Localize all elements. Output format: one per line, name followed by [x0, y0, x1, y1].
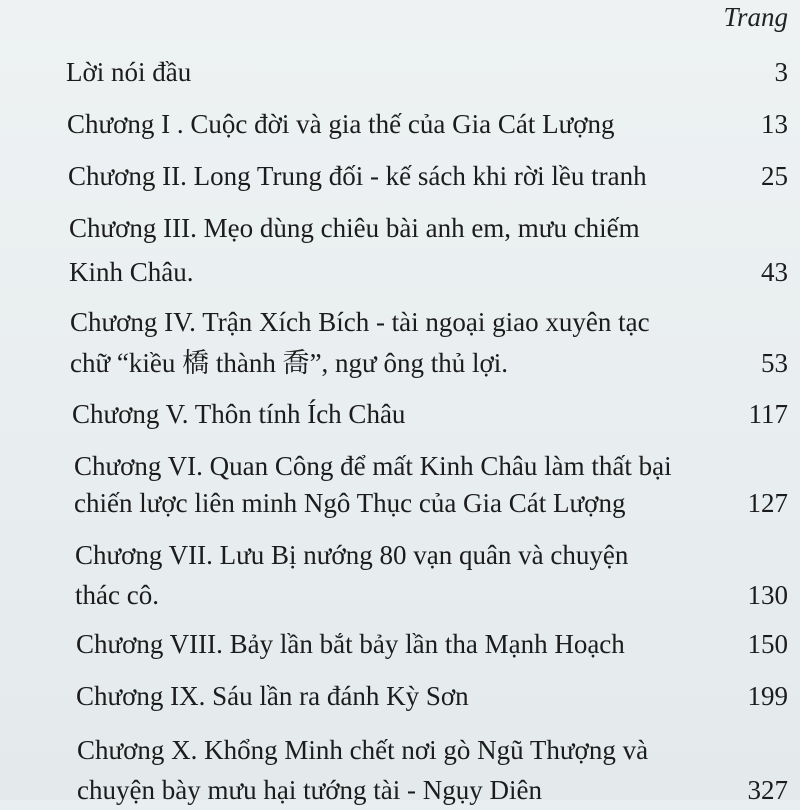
toc-entry-title-continued: chuyện bày mưu hại tướng tài - Ngụy Diên [77, 775, 542, 805]
page-column-header: Trang [723, 2, 788, 32]
toc-entry-page: 150 [747, 629, 788, 659]
toc-entry-title: Chương X. Khổng Minh chết nơi gò Ngũ Thượng và [77, 735, 649, 765]
toc-entry-page: 127 [747, 488, 788, 518]
toc-entry-page: 3 [774, 57, 788, 87]
toc-entry-page: 327 [747, 775, 788, 805]
toc-entry-page: 13 [761, 109, 788, 139]
toc-entry-title: Lời nói đầu [66, 57, 192, 87]
toc-entry-title: Chương V. Thôn tính Ích Châu [72, 399, 406, 429]
toc-entry-page: 25 [761, 161, 788, 191]
toc-entry-title-continued: thác cô. [75, 580, 159, 610]
toc-entry-page: 43 [761, 257, 788, 287]
toc-entry-page: 130 [747, 580, 788, 610]
toc-entry-title: Chương VIII. Bảy lần bắt bảy lần tha Mạnh Hoạch [76, 629, 625, 659]
toc-entry-page: 53 [761, 348, 788, 378]
toc-entry-title-continued: chiến lược liên minh Ngô Thục của Gia Cát Lượng [74, 488, 626, 518]
toc-entry-title-continued: chữ “kiều 橋 thành 喬”, ngư ông thủ lợi. [70, 348, 508, 378]
toc-entry-title: Chương IX. Sáu lần ra đánh Kỳ Sơn [76, 681, 469, 711]
toc-entry-title: Chương I . Cuộc đời và gia thế của Gia Cát Lượng [67, 109, 615, 139]
toc-entry-page: 117 [748, 399, 788, 429]
toc-entry-title: Chương IV. Trận Xích Bích - tài ngoại giao xuyên tạc [70, 307, 650, 337]
toc-entry-title: Chương VII. Lưu Bị nướng 80 vạn quân và chuyện [75, 540, 629, 570]
toc-entry-title: Chương VI. Quan Công để mất Kinh Châu làm thất bại [74, 451, 672, 481]
toc-entry-title-continued: Kinh Châu. [69, 257, 194, 287]
toc-entry-page: 199 [747, 681, 788, 711]
toc-entry-title: Chương II. Long Trung đối - kế sách khi rời lều tranh [68, 161, 647, 191]
toc-entry-title: Chương III. Mẹo dùng chiêu bài anh em, mưu chiếm [69, 213, 640, 243]
